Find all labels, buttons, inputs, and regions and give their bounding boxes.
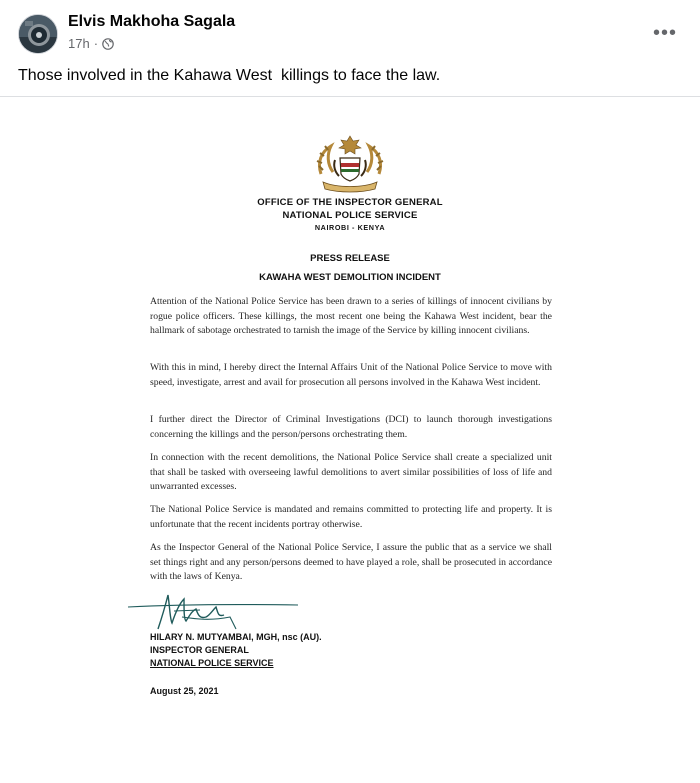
avatar-image xyxy=(19,15,58,54)
press-release-title: PRESS RELEASE xyxy=(310,253,390,264)
location-heading: NAIROBI - KENYA xyxy=(314,223,386,232)
more-options-button[interactable] xyxy=(650,18,680,48)
author-name[interactable]: Elvis Makhoha Sagala xyxy=(68,13,236,30)
post-image[interactable] xyxy=(0,96,700,782)
globe-icon xyxy=(102,38,114,50)
police-crest-icon xyxy=(313,132,387,194)
paragraph-2: With this in mind, I hereby direct the Internal Affairs Unit of the National Police Service to move with speed, investigate, arrest and avail for prosecution all persons involved in the Kahawa West incident. xyxy=(150,362,552,388)
post-text: Those involved in the Kahawa West killings to face the law. xyxy=(18,67,441,84)
paragraph-3: I further direct the Director of Criminal Investigations (DCI) to launch thorough investigations concerning the killings and the person/persons orchestrating them. xyxy=(150,414,552,440)
meta-separator: · xyxy=(93,36,99,51)
avatar[interactable] xyxy=(18,14,58,54)
paragraph-6: As the Inspector General of the National Police Service, I assure the public that as a service we shall set things right and any person/persons deemed to have played a role, shall be prosecuted in accordance with the laws of Kenya. xyxy=(150,542,552,582)
post-header xyxy=(0,0,700,60)
press-release-document xyxy=(150,97,560,783)
post-time[interactable]: 17h xyxy=(68,36,90,51)
paragraph-1: Attention of the National Police Service has been drawn to a series of killings of innocent civilians by rogue police officers. These killings, the most recent one being the Kahawa West incident, bear the hallmark of sabotage orchestrated to tarnish the image of the Service by killing innocent civilians. xyxy=(150,296,552,336)
paragraph-5: The National Police Service is mandated and remains committed to protecting life and property. It is unfortunate that the recent incidents portray otherwise. xyxy=(150,504,552,530)
signatory-title: INSPECTOR GENERAL xyxy=(150,645,249,655)
signatory-organization: NATIONAL POLICE SERVICE xyxy=(150,658,274,668)
paragraph-4: In connection with the recent demolitions, the National Police Service shall create a specialized unit that shall be tasked with overseeing lawful demolitions to avert similar possibilities of loss of life and unwarranted excesses. xyxy=(150,452,552,492)
document-date: August 25, 2021 xyxy=(150,686,219,696)
more-icon: ••• xyxy=(652,21,677,44)
signature xyxy=(126,589,306,633)
office-heading: OFFICE OF THE INSPECTOR GENERAL xyxy=(257,197,443,208)
signatory-name: HILARY N. MUTYAMBAI, MGH, nsc (AU). xyxy=(150,632,322,642)
incident-title: KAWAHA WEST DEMOLITION INCIDENT xyxy=(259,272,441,283)
post-meta xyxy=(68,36,114,51)
service-heading: NATIONAL POLICE SERVICE xyxy=(282,210,418,221)
